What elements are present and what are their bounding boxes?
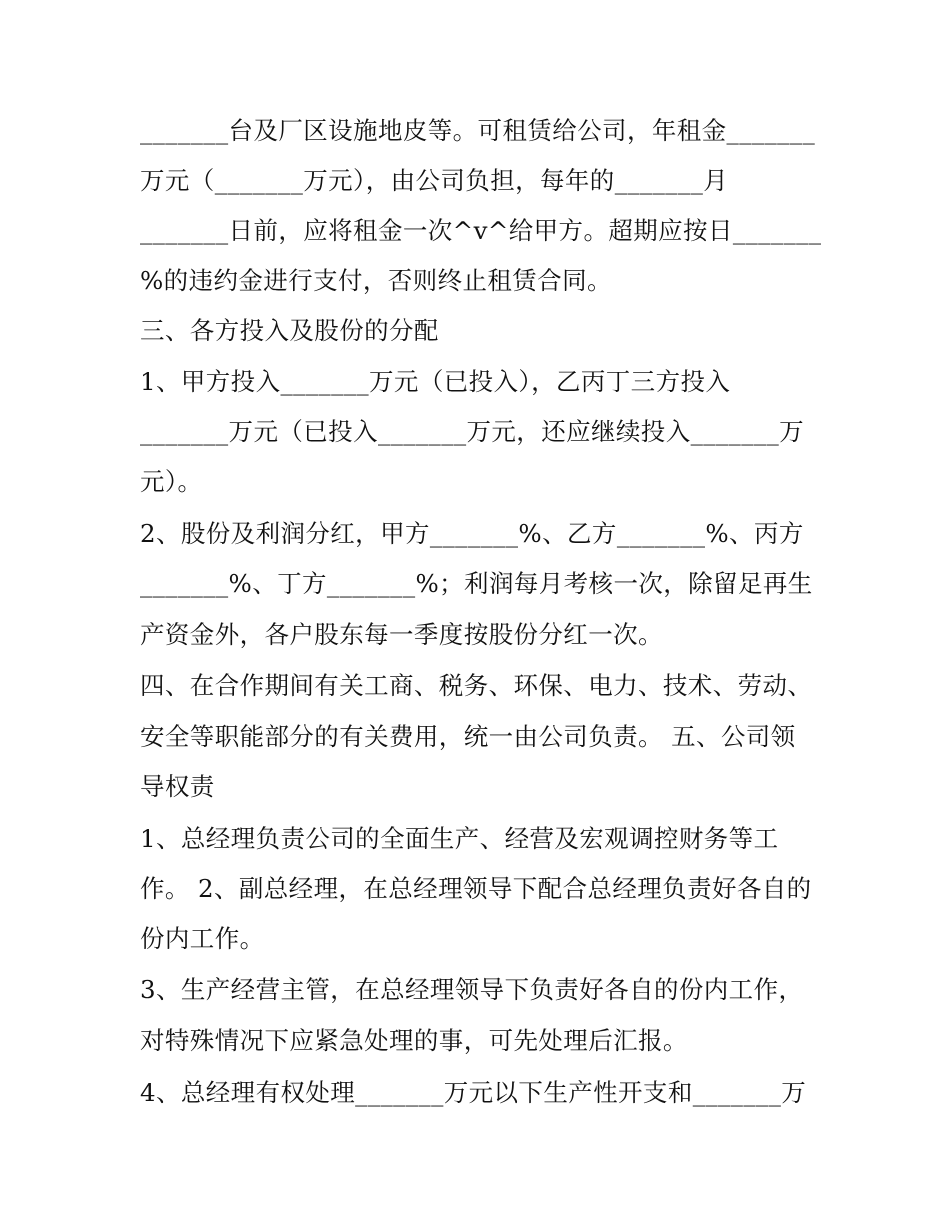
text-line: 对特殊情况下应紧急处理的事，可先处理后汇报。 (140, 1026, 688, 1055)
text-line: 3、生产经营主管，在总经理领导下负责好各自的份内工作， (140, 975, 804, 1004)
text-line: 2、股份及利润分红，甲方_______%、乙方_______%、丙方 (140, 519, 804, 548)
text-line: _______台及厂区设施地皮等。可租赁给公司，年租金_______ (140, 116, 816, 145)
text-line: 4、总经理有权处理_______万元以下生产性开支和_______万 (140, 1078, 807, 1107)
text-line: 作。 2、副总经理，在总经理领导下配合总经理负责好各自的 (140, 874, 812, 903)
section-heading: 三、各方投入及股份的分配 (140, 316, 439, 345)
text-line: _______%、丁方_______%；利润每月考核一次，除留足再生 (140, 569, 813, 598)
text-line: 安全等职能部分的有关费用，统一由公司负责。 五、公司领 (140, 722, 796, 751)
text-line: 元）。 (140, 467, 203, 496)
text-line: 1、总经理负责公司的全面生产、经营及宏观调控财务等工 (140, 824, 779, 853)
text-line: _______日前，应将租金一次^v^给甲方。超期应按日_______ (140, 216, 822, 245)
text-line: 1、甲方投入_______万元（已投入），乙丙丁三方投入 (140, 367, 731, 396)
section-heading: 四、在合作期间有关工商、税务、环保、电力、技术、劳动、 (140, 671, 813, 700)
text-line: 产资金外，各户股东每一季度按股份分红一次。 (140, 620, 663, 649)
text-line: 份内工作。 (140, 924, 265, 953)
text-line: %的违约金进行支付，否则终止租赁合同。 (140, 266, 612, 295)
text-line: 万元（_______万元），由公司负担，每年的_______月 (140, 166, 729, 195)
text-line: _______万元（已投入_______万元，还应继续投入_______万 (140, 417, 805, 446)
text-line: 导权责 (140, 772, 215, 801)
